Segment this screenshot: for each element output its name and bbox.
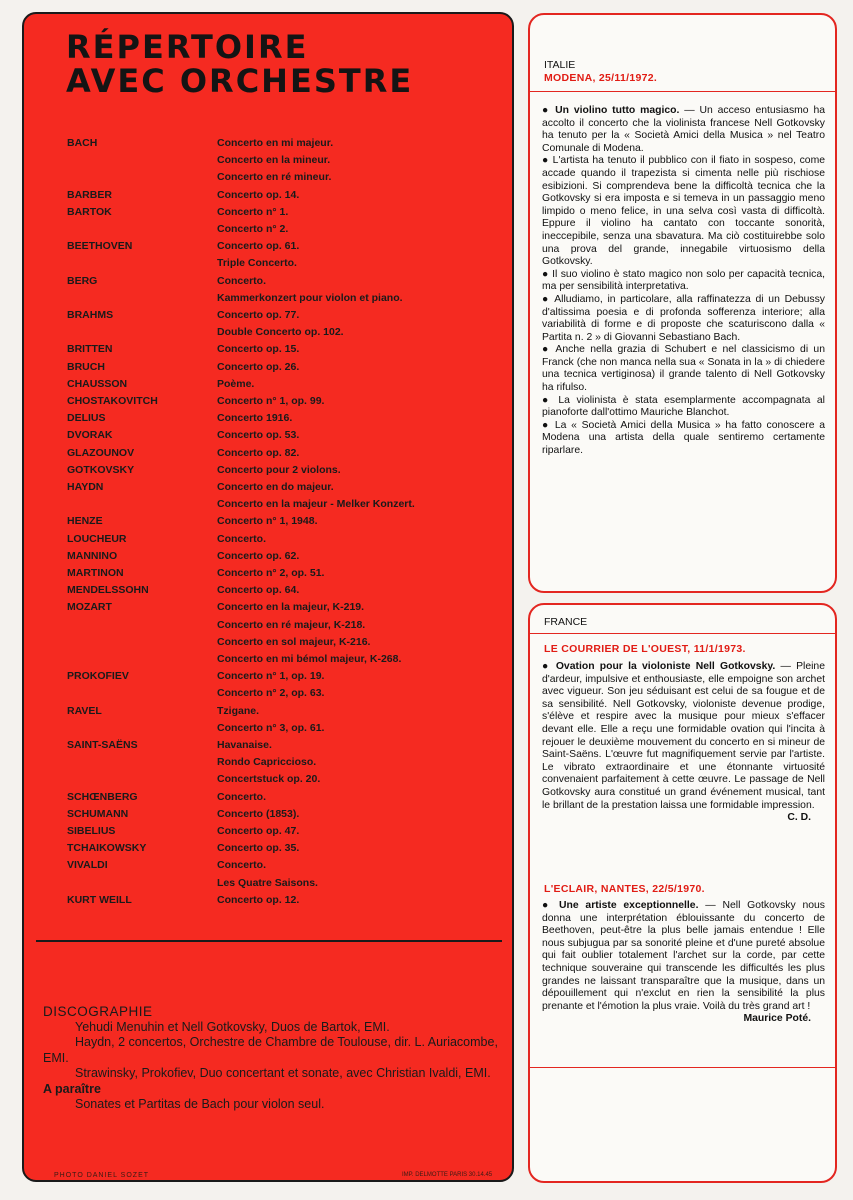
composer-name: BRITTEN: [67, 343, 113, 356]
repertoire-row: [67, 513, 507, 530]
discography-entry: Sonates et Partitas de Bach pour violon seul.: [75, 1097, 325, 1111]
work-title: Concerto n° 2, op. 51.: [217, 567, 325, 579]
article-paragraph: ● Ovation pour la violoniste Nell Gotkovsky. — Pleine d'ardeur, impulsive et enthousiaste, elle empoigne son archet avec vigueur. Son jeu séduisant est celui de sa fougue et de sa sensibilité. Nell Gotkovsky, violoniste devenue prodige, s'élève et respire avec la musique pour mieux s'effacer devant elle. Elle a reçu une formidable ovation qui l'incita à rejouer le deuxième mouvement du concerto en si mineur de Saint-Saëns. L'œuvre fut magnifiquement servie par l'artiste. Le vibrato extraordinaire et une étonnante virtuosité convenaient parfaitement à cette œuvre. Le passage de Nell Gotkovsky aura constitué un grand événement musical, tant le brillant de la prestation laissa une formidable impression.: [542, 661, 825, 811]
repertoire-panel: [22, 12, 514, 1182]
composer-name: DELIUS: [67, 412, 106, 425]
work-title: Concerto n° 1, op. 99.: [217, 395, 325, 407]
article-paragraph: ● La « Società Amici della Musica » ha fatto conoscere a Modena una artista della quale sentiremo certamente riparlare.: [542, 419, 825, 457]
composer-name: BARBER: [67, 188, 112, 201]
composer-name: CHAUSSON: [67, 377, 128, 390]
repertoire-row: [67, 290, 507, 307]
discography-heading: DISCOGRAPHIE: [43, 1004, 153, 1019]
composer-name: PROKOFIEV: [67, 670, 129, 683]
work-title: Havanaise.: [217, 739, 272, 751]
repertoire-row: [67, 273, 507, 290]
repertoire-row: [67, 255, 507, 272]
work-title: Triple Concerto.: [217, 257, 297, 270]
composer-name: GLAZOUNOV: [67, 446, 135, 459]
composer-name: RAVEL: [67, 704, 102, 717]
work-title: Concerto op. 15.: [217, 343, 300, 356]
separator-line: [530, 1067, 835, 1068]
composer-name: SCHUMANN: [67, 807, 129, 820]
composer-name: HENZE: [67, 515, 103, 528]
work-title: Concerto op. 82.: [217, 446, 300, 459]
repertoire-row: [67, 445, 507, 462]
work-title: Concerto en la mineur.: [217, 154, 331, 167]
repertoire-row: [67, 359, 507, 376]
repertoire-row: [67, 668, 507, 685]
review-box-italy: [528, 13, 837, 593]
work-title: Concerto.: [217, 790, 267, 803]
review-headline: ● Un violino tutto magico.: [542, 105, 680, 116]
article-paragraph: ● Un violino tutto magico. — Un acceso entusiasmo ha accolto il concerto che la violinista francese Nell Gotkovsky ha tenuto per la « Società Amici della Musica » nel Teatro Comunale di Modena.: [542, 105, 825, 154]
composer-name: HAYDN: [67, 481, 104, 493]
work-title: Concerto n° 1, 1948.: [217, 515, 318, 528]
composer-name: TCHAIKOWSKY: [67, 842, 147, 855]
composer-name: BARTOK: [67, 205, 112, 218]
repertoire-row: [67, 204, 507, 221]
repertoire-row: [67, 806, 507, 823]
repertoire-row: [67, 548, 507, 565]
discography-entry: Yehudi Menuhin et Nell Gotkovsky, Duos de Bartok, EMI.: [75, 1019, 390, 1034]
article-paragraph: ● Une artiste exceptionnelle. — Nell Gotkovsky nous donna une interprétation éblouissante du concerto de Beethoven, peut-être la plus belle jamais entendue ! Elle nous subjugua par sa sonorité pleine et d'une pureté absolue qui fait oublier totalement l'archet sur la corde, par cette technique souveraine qui transcende les difficultés les plus grandes ne laissant transparaître que la musique, dans un dépouillement qui n'exclut en rien la sensibilité la plus prenante et l'émotion la plus vraie. Voilà du très grand art !: [542, 900, 826, 1012]
work-title: Concerto pour 2 violons.: [217, 463, 341, 476]
repertoire-row: [67, 720, 507, 737]
work-title: Concerto op. 47.: [217, 825, 300, 837]
work-title: Concerto n° 2.: [217, 223, 289, 235]
article-paragraph: ● La violinista è stata esemplarmente accompagnata al pianoforte dall'ottimo Mauriche Blanchot.: [542, 394, 825, 419]
repertoire-row: [67, 685, 507, 702]
work-title: Double Concerto op. 102.: [217, 326, 344, 339]
discography-entry: Strawinsky, Prokofiev, Duo concertant et sonate, avec Christian Ivaldi, EMI.: [75, 1066, 491, 1080]
review-signature: C. D.: [787, 812, 811, 824]
work-title: Concerto n° 1, op. 19.: [217, 670, 325, 683]
work-title: Rondo Capriccioso.: [217, 756, 317, 769]
repertoire-row: [67, 875, 507, 892]
repertoire-row: [67, 376, 507, 393]
work-title: Concerto en ré majeur, K-218.: [217, 618, 366, 631]
work-title: Kammerkonzert pour violon et piano.: [217, 291, 403, 304]
review-article-courrier: [542, 661, 825, 825]
work-title: Concerto en do majeur.: [217, 481, 334, 493]
section-divider: [36, 940, 502, 942]
repertoire-row: [67, 152, 507, 169]
repertoire-row: [67, 135, 507, 152]
work-title: Concerto n° 3, op. 61.: [217, 721, 325, 734]
repertoire-row: [67, 341, 507, 358]
review-headline: ● Ovation pour la violoniste Nell Gotkovsky.: [542, 661, 776, 672]
work-title: Concerto en ré mineur.: [217, 171, 332, 184]
work-title: Concerto en mi majeur.: [217, 137, 334, 149]
country-label: ITALIE: [544, 59, 576, 71]
work-title: Concerto op. 61.: [217, 240, 300, 253]
repertoire-row: [67, 754, 507, 771]
review-article-italy: [542, 105, 825, 458]
repertoire-row: [67, 531, 507, 548]
composer-name: LOUCHEUR: [67, 532, 127, 545]
forthcoming-heading: A paraître: [43, 1081, 101, 1096]
composer-name: MOZART: [67, 601, 112, 614]
repertoire-row: [67, 462, 507, 479]
composer-name: BEETHOVEN: [67, 240, 133, 253]
work-title: Les Quatre Saisons.: [217, 876, 318, 889]
repertoire-row: [67, 737, 507, 754]
printer-credit: IMP. DELMOTTE PARIS 30.14.45: [402, 1172, 493, 1178]
composer-name: BRAHMS: [67, 309, 114, 321]
repertoire-row: [67, 823, 507, 840]
repertoire-row: [67, 324, 507, 341]
repertoire-row: [67, 840, 507, 857]
work-title: Concerto en mi bémol majeur, K-268.: [217, 653, 402, 665]
composer-name: DVORAK: [67, 429, 113, 442]
separator-line: [530, 91, 835, 92]
work-title: Concerto.: [217, 859, 267, 872]
country-label: FRANCE: [544, 616, 588, 628]
repertoire-row: [67, 479, 507, 496]
repertoire-row: [67, 634, 507, 651]
repertoire-row: [67, 427, 507, 444]
composer-name: MANNINO: [67, 549, 118, 562]
repertoire-row: [67, 892, 507, 909]
repertoire-row: [67, 651, 507, 668]
repertoire-row: [67, 703, 507, 720]
work-title: Concerto op. 64.: [217, 584, 300, 597]
discography-entry: Haydn, 2 concertos, Orchestre de Chambre de Toulouse, dir. L. Auriacombe, EMI.: [43, 1035, 498, 1065]
review-headline: ● Une artiste exceptionnelle.: [542, 900, 699, 911]
work-title: Tzigane.: [217, 704, 260, 717]
review-signature: Maurice Poté.: [743, 1013, 811, 1025]
review-box-france: [528, 603, 837, 1183]
work-title: Concertstuck op. 20.: [217, 773, 321, 786]
work-title: Concerto en la majeur - Melker Konzert.: [217, 498, 415, 511]
separator-line: [530, 633, 835, 634]
work-title: Concerto op. 53.: [217, 429, 300, 442]
repertoire-row: [67, 238, 507, 255]
composer-name: SAINT-SAËNS: [67, 739, 138, 751]
work-title: Concerto op. 12.: [217, 893, 300, 906]
review-article-eclair: [542, 900, 825, 1026]
composer-name: KURT WEILL: [67, 893, 132, 906]
title-line-1: RÉPERTOIRE: [66, 28, 309, 66]
review-source: LE COURRIER DE L'OUEST, 11/1/1973.: [544, 643, 746, 655]
repertoire-title: [66, 30, 413, 98]
repertoire-row: [67, 771, 507, 788]
work-title: Concerto op. 77.: [217, 309, 300, 321]
article-paragraph: ● Il suo violino è stato magico non solo per capacità tecnica, ma per sensibilità interpretativa.: [542, 268, 825, 293]
work-title: Concerto (1853).: [217, 807, 300, 820]
review-source: L'ECLAIR, NANTES, 22/5/1970.: [544, 883, 705, 895]
work-title: Concerto op. 26.: [217, 360, 300, 373]
repertoire-row: [67, 582, 507, 599]
work-title: Concerto n° 2, op. 63.: [217, 687, 325, 700]
composer-name: MARTINON: [67, 567, 124, 579]
composer-name: MENDELSSOHN: [67, 584, 149, 597]
composer-name: SIBELIUS: [67, 825, 116, 837]
repertoire-row: [67, 169, 507, 186]
title-line-2: AVEC ORCHESTRE: [66, 62, 414, 100]
work-title: Concerto op. 62.: [217, 549, 300, 562]
work-title: Concerto n° 1.: [217, 205, 289, 218]
composer-name: CHOSTAKOVITCH: [67, 395, 158, 407]
composer-name: BRUCH: [67, 360, 105, 373]
work-title: Concerto 1916.: [217, 412, 293, 425]
work-title: Concerto.: [217, 532, 267, 545]
repertoire-row: [67, 307, 507, 324]
repertoire-row: [67, 599, 507, 616]
article-paragraph: ● Alludiamo, in particolare, alla raffinatezza di un Debussy d'altissima poesia e di profonda sofferenza interiore; alla variabilità di forme e di proposte che scaturiscono dalla « Partita n. 2 » di Giovanni Sebastiano Bach.: [542, 293, 825, 343]
composer-name: GOTKOVSKY: [67, 463, 135, 476]
repertoire-row: [67, 496, 507, 513]
work-title: Concerto op. 35.: [217, 842, 300, 855]
composer-name: BACH: [67, 137, 98, 149]
composer-name: BERG: [67, 274, 98, 287]
composer-name: SCHŒNBERG: [67, 790, 138, 803]
repertoire-row: [67, 393, 507, 410]
work-title: Concerto op. 14.: [217, 188, 300, 201]
work-title: Poème.: [217, 377, 255, 390]
work-title: Concerto en sol majeur, K-216.: [217, 635, 371, 648]
article-paragraph: ● L'artista ha tenuto il pubblico con il fiato in sospeso, come accade quando il trapezista si cimenta nelle più rischiose esibizioni. Si comprendeva bene la difficoltà tecnica che la Gotkovsky si era imposta e si temeva in un passaggio meno limpido o meno felice, in una selva così vasta di difficoltà. Eppure il violino ha cantato con toccante sonorità, ineccepibile, senza una sbavatura. Ma ciò costituirebbe solo una prova del grande, innegabile virtuosismo della Gotkovsky.: [542, 155, 825, 268]
photo-credit: PHOTO DANIEL SOZET: [54, 1172, 150, 1179]
discography: [43, 1004, 505, 1113]
repertoire-row: [67, 857, 507, 874]
composer-name: VIVALDI: [67, 859, 108, 872]
repertoire-row: [67, 221, 507, 238]
repertoire-row: [67, 565, 507, 582]
work-title: Concerto en la majeur, K-219.: [217, 601, 365, 614]
repertoire-row: [67, 617, 507, 634]
repertoire-row: [67, 187, 507, 204]
article-paragraph: ● Anche nella grazia di Schubert e nel classicismo di un Franck (che non manca nella sua « Sonata in la » di chiedere una tecnica vertiginosa) il grande talento di Nell Gotkovsky ha rifulso.: [542, 344, 825, 394]
repertoire-row: [67, 410, 507, 427]
review-source: MODENA, 25/11/1972.: [544, 72, 658, 84]
work-title: Concerto.: [217, 274, 267, 287]
repertoire-row: [67, 789, 507, 806]
